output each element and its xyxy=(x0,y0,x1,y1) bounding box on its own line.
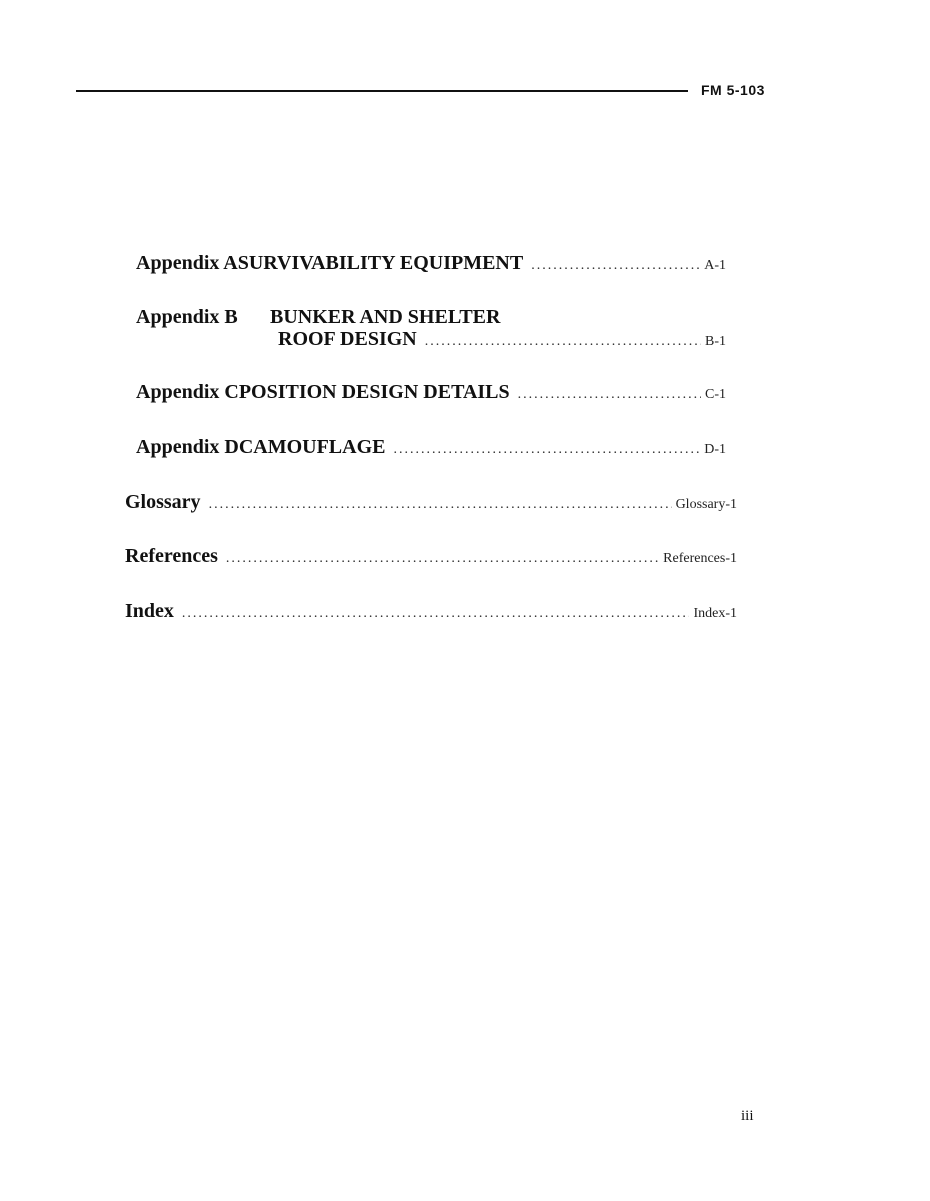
appendix-d-label: Appendix D xyxy=(136,436,239,458)
appendix-a-title: SURVIVABILITY EQUIPMENT xyxy=(237,252,524,274)
references-title: References xyxy=(125,545,218,567)
references-page: References-1 xyxy=(663,551,737,566)
dot-leader xyxy=(226,552,659,566)
appendix-b-page: B-1 xyxy=(705,334,726,349)
toc-entry-appendix-b-continued[interactable] xyxy=(278,328,726,351)
dot-leader xyxy=(531,259,700,273)
index-page: Index-1 xyxy=(693,606,737,621)
dot-leader xyxy=(393,443,700,457)
appendix-b-title-line2: ROOF DESIGN xyxy=(278,328,417,350)
appendix-c-page: C-1 xyxy=(705,387,726,402)
appendix-d-title: CAMOUFLAGE xyxy=(238,436,386,458)
toc-entry-appendix-b[interactable] xyxy=(136,306,726,329)
index-title: Index xyxy=(125,600,174,622)
glossary-title: Glossary xyxy=(125,491,201,513)
appendix-a-label: Appendix A xyxy=(136,252,238,274)
page-number: iii xyxy=(741,1108,754,1124)
appendix-a-page: A-1 xyxy=(704,258,726,273)
appendix-c-title: POSITION DESIGN DETAILS xyxy=(238,381,510,403)
appendix-c-label: Appendix C xyxy=(136,381,239,403)
appendix-d-page: D-1 xyxy=(704,442,726,457)
toc-entry-appendix-a[interactable] xyxy=(136,252,726,275)
toc-entry-references[interactable] xyxy=(125,545,737,568)
toc-entry-appendix-d[interactable] xyxy=(136,436,726,459)
dot-leader xyxy=(182,607,690,621)
toc-entry-glossary[interactable] xyxy=(125,491,737,514)
dot-leader xyxy=(209,498,672,512)
glossary-page: Glossary-1 xyxy=(675,497,737,512)
appendix-b-title-line1: BUNKER AND SHELTER xyxy=(270,306,501,328)
appendix-b-label: Appendix B xyxy=(136,306,238,328)
toc-entry-appendix-c[interactable] xyxy=(136,381,726,404)
document-number: FM 5-103 xyxy=(701,82,765,98)
dot-leader xyxy=(518,388,701,402)
dot-leader xyxy=(425,335,701,349)
toc-entry-index[interactable] xyxy=(125,600,737,623)
